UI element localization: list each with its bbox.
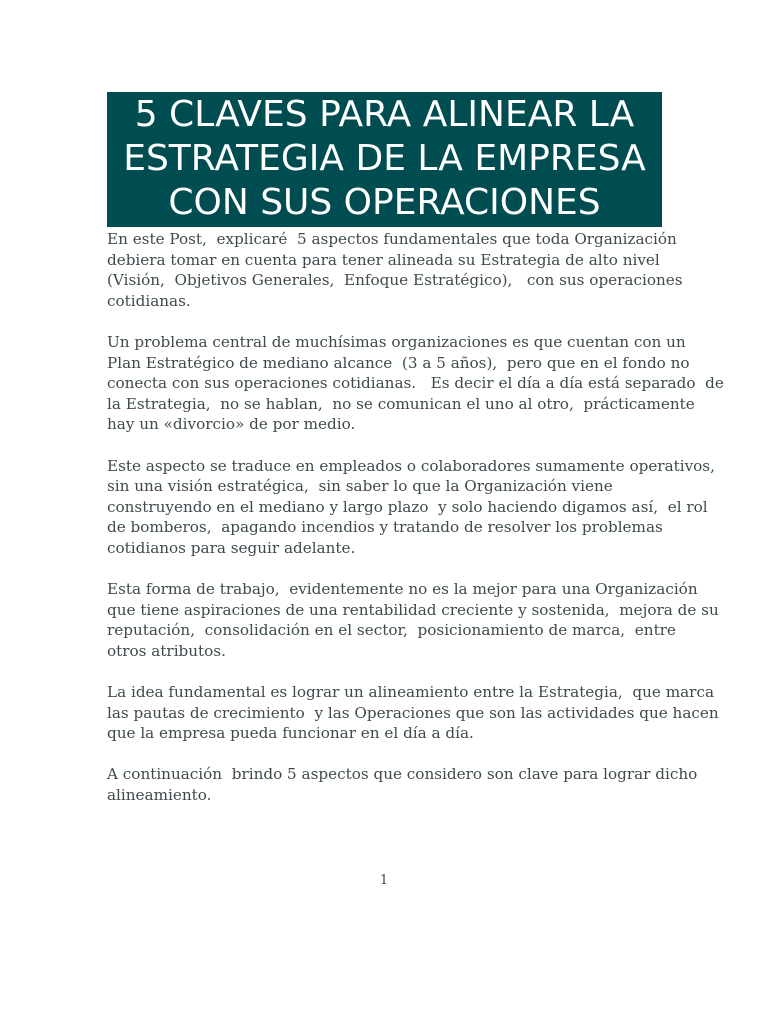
paragraph-continuation [107,764,698,805]
text-line: cotidianos para seguir adelante. [107,538,356,557]
text-line: Plan Estratégico de mediano alcance (3 a 5 años), pero que en el fondo no [107,353,690,372]
text-line: En este Post, explicaré 5 aspectos fundamentales que toda Organización [107,230,677,248]
text-line: A continuación brindo 5 aspectos que considero son clave para lograr dicho [107,765,698,784]
document-body [107,229,724,826]
paragraph-consequence [107,456,715,559]
text-line: reputación, consolidación en el sector, posicionamiento de marca, entre [107,621,676,640]
text-line: (Visión, Objetivos Generales, Enfoque Estratégico), con sus operaciones [107,271,683,290]
text-line: la Estrategia, no se hablan, no se comunican el uno al otro, prácticamente [107,394,695,413]
text-line: conecta con sus operaciones cotidianas. Es decir el día a día está separado de [107,374,724,393]
text-line: otros atributos. [107,641,226,660]
paragraph-intro [107,229,683,311]
text-line: Esta forma de trabajo, evidentemente no es la mejor para una Organización [107,580,698,599]
title-line: 5 CLAVES PARA ALINEAR LA [134,94,635,135]
text-line: cotidianas. [107,291,191,310]
paragraph-idea [107,682,719,744]
text-line: hay un «divorcio» de por medio. [107,415,356,434]
text-line: alineamiento. [107,786,212,805]
text-line: sin una visión estratégica, sin saber lo que la Organización viene [107,477,613,496]
text-line: que la empresa pueda funcionar en el día a día. [107,724,474,743]
text-line: las pautas de crecimiento y las Operaciones que son las actividades que hacen [107,703,719,722]
title-line: ESTRATEGIA DE LA EMPRESA [123,138,646,179]
paragraph-problem [107,332,724,435]
text-line: debiera tomar en cuenta para tener alineada su Estrategia de alto nivel [107,250,660,269]
text-line: de bomberos, apagando incendios y tratando de resolver los problemas [107,518,663,537]
text-line: construyendo en el mediano y largo plazo y solo haciendo digamos así, el rol [107,497,708,516]
text-line: que tiene aspiraciones de una rentabilidad creciente y sostenida, mejora de su [107,600,719,619]
title-banner [107,92,662,227]
page-number: 1 [379,873,389,888]
text-line: Un problema central de muchísimas organizaciones es que cuentan con un [107,332,686,351]
text-line: Este aspecto se traduce en empleados o colaboradores sumamente operativos, [107,456,715,475]
text-line: La idea fundamental es lograr un alineamiento entre la Estrategia, que marca [107,683,715,702]
title-line: CON SUS OPERACIONES [168,182,601,223]
paragraph-work-form [107,579,719,661]
